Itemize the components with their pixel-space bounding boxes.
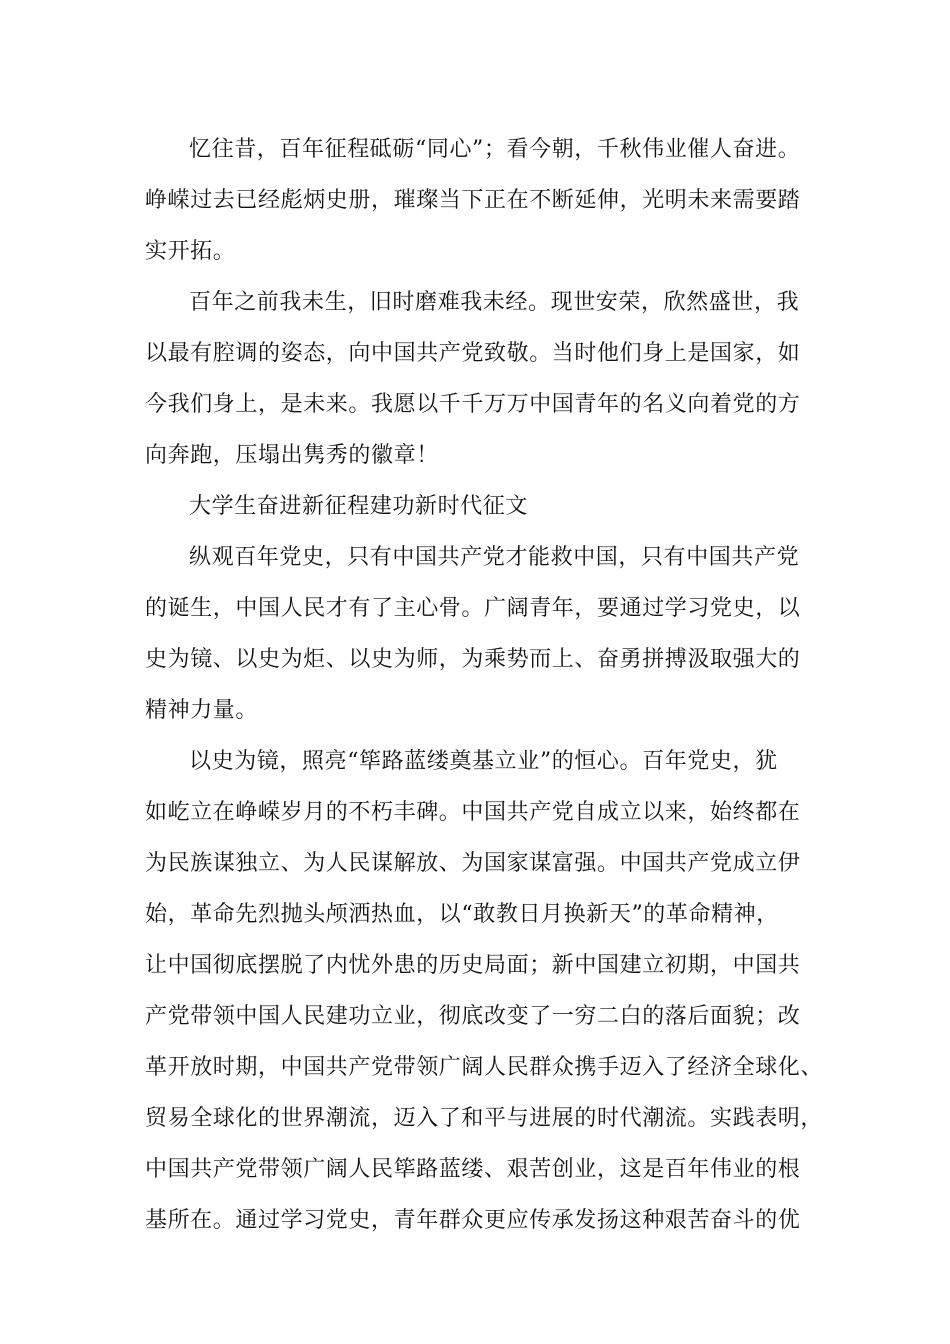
text-line: 为民族谋独立、为人民谋解放、为国家谋富强。中国共产党成立伊: [145, 851, 801, 876]
section-title-paragraph: [145, 481, 825, 532]
paragraph: [145, 277, 825, 481]
text-line: 基所在。通过学习党史，青年群众更应传承发扬这种艰苦奋斗的优: [145, 1208, 801, 1233]
text-line: 中国共产党带领广阔人民筚路蓝缕、艰苦创业，这是百年伟业的根: [145, 1157, 801, 1182]
text-line: 以最有腔调的姿态，向中国共产党致敬。当时他们身上是国家，如: [145, 341, 801, 366]
paragraph: [145, 124, 825, 277]
text-line: 今我们身上，是未来。我愿以千千万万中国青年的名义向着党的方: [145, 392, 801, 417]
text-line: 如屹立在峥嵘岁月的不朽丰碑。中国共产党自成立以来，始终都在: [145, 800, 801, 825]
text-line: 忆往昔，百年征程砥砺“同心”；看今朝，千秋伟业催人奋进。: [189, 137, 801, 162]
text-line: 纵观百年党史，只有中国共产党才能救中国，只有中国共产党: [189, 545, 800, 570]
text-line: 贸易全球化的世界潮流，迈入了和平与进展的时代潮流。实践表明，: [145, 1106, 824, 1131]
text-line: 产党带领中国人民建功立业，彻底改变了一穷二白的落后面貌；改: [145, 1004, 801, 1029]
text-line: 实开拓。: [145, 239, 236, 264]
paragraph: [145, 532, 825, 736]
text-line: 史为镜、以史为炬、以史为师，为乘势而上、奋勇拼搏汲取强大的: [145, 647, 801, 672]
text-line: 以史为镜，照亮“筚路蓝缕奠基立业”的恒心。百年党史，犹: [189, 749, 778, 774]
text-line: 向奔跑，压塌出隽秀的徽章！: [145, 443, 439, 468]
text-line: 百年之前我未生，旧时磨难我未经。现世安荣，欣然盛世，我: [189, 290, 800, 315]
text-line: 的诞生，中国人民才有了主心骨。广阔青年，要通过学习党史，以: [145, 596, 801, 621]
section-title: 大学生奋进新征程建功新时代征文: [189, 494, 529, 519]
text-line: 精神力量。: [145, 698, 259, 723]
text-line: 让中国彻底摆脱了内忧外患的历史局面；新中国建立初期，中国共: [145, 953, 801, 978]
document-body: [145, 124, 825, 1246]
text-line: 革开放时期，中国共产党带领广阔人民群众携手迈入了经济全球化、: [145, 1055, 824, 1080]
text-line: 峥嵘过去已经彪炳史册，璀璨当下正在不断延伸，光明未来需要踏: [145, 188, 801, 213]
paragraph: [145, 736, 825, 1246]
text-line: 始，革命先烈抛头颅洒热血，以“敢教日月换新天”的革命精神，: [145, 902, 779, 927]
